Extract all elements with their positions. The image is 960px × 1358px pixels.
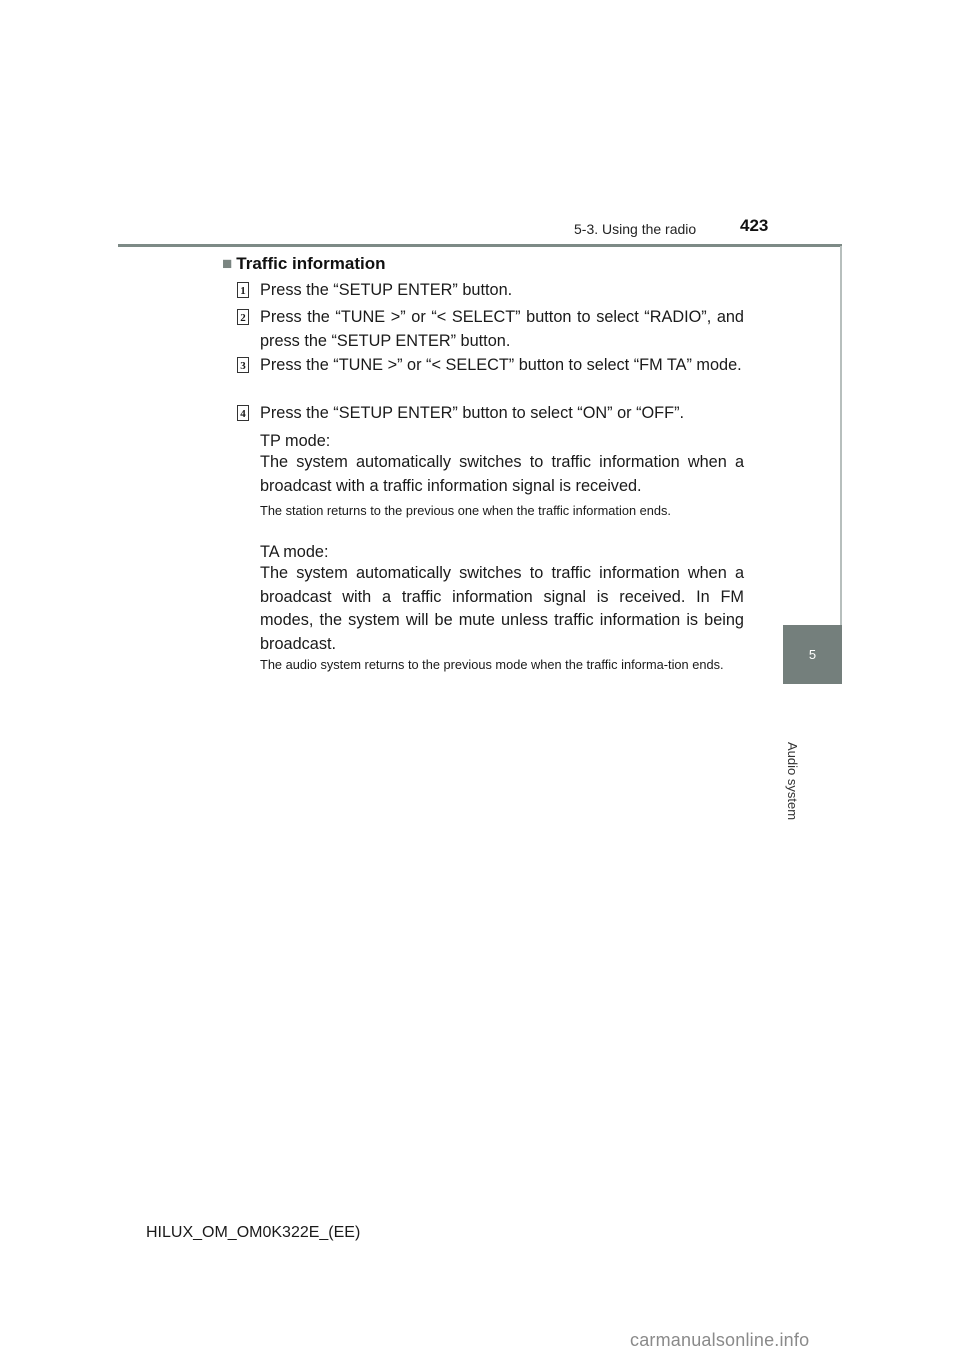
chapter-title: Audio system xyxy=(785,742,800,821)
tp-mode-description: The system automatically switches to traffic information when a broadcast with a traffic information signal is received. xyxy=(260,453,744,495)
side-rule xyxy=(840,246,842,684)
ta-mode-note: The audio system returns to the previous mode when the traffic informa-tion ends. xyxy=(260,657,724,672)
step-text-4: Press the “SETUP ENTER” button to select “ON” or “OFF”. xyxy=(260,404,685,422)
section-heading xyxy=(222,254,386,274)
step-text-2: Press the “TUNE >” or “< SELECT” button to select “RADIO”, and press the “SETUP ENTER” button. xyxy=(260,308,744,350)
step-number-3: 3 xyxy=(237,357,249,373)
tp-mode-note: The station returns to the previous one when the traffic information ends. xyxy=(260,503,671,518)
document-code: HILUX_OM_OM0K322E_(EE) xyxy=(146,1224,361,1241)
section-heading-text: Traffic information xyxy=(236,254,386,273)
step-text-1: Press the “SETUP ENTER” button. xyxy=(260,281,513,299)
ta-mode-title: TA mode: xyxy=(260,543,329,561)
heading-square-icon: ■ xyxy=(222,254,233,273)
step-number-2: 2 xyxy=(237,309,249,325)
tp-mode-title: TP mode: xyxy=(260,432,331,450)
chapter-tab[interactable] xyxy=(783,625,842,684)
watermark[interactable]: carmanualsonline.info xyxy=(630,1330,810,1350)
page-number: 423 xyxy=(740,216,769,235)
chapter-number: 5 xyxy=(808,647,817,662)
ta-mode-description: The system automatically switches to traffic information when a broadcast with a traffic information signal is received. In FM modes, the system will be mute unless traffic information is being broadcast. xyxy=(260,564,744,653)
header-section-title: 5-3. Using the radio xyxy=(574,221,697,237)
step-text-3: Press the “TUNE >” or “< SELECT” button to select “FM TA” mode. xyxy=(260,356,742,374)
header-rule xyxy=(118,244,842,247)
step-number-1: 1 xyxy=(237,282,249,298)
step-number-4: 4 xyxy=(237,405,249,421)
